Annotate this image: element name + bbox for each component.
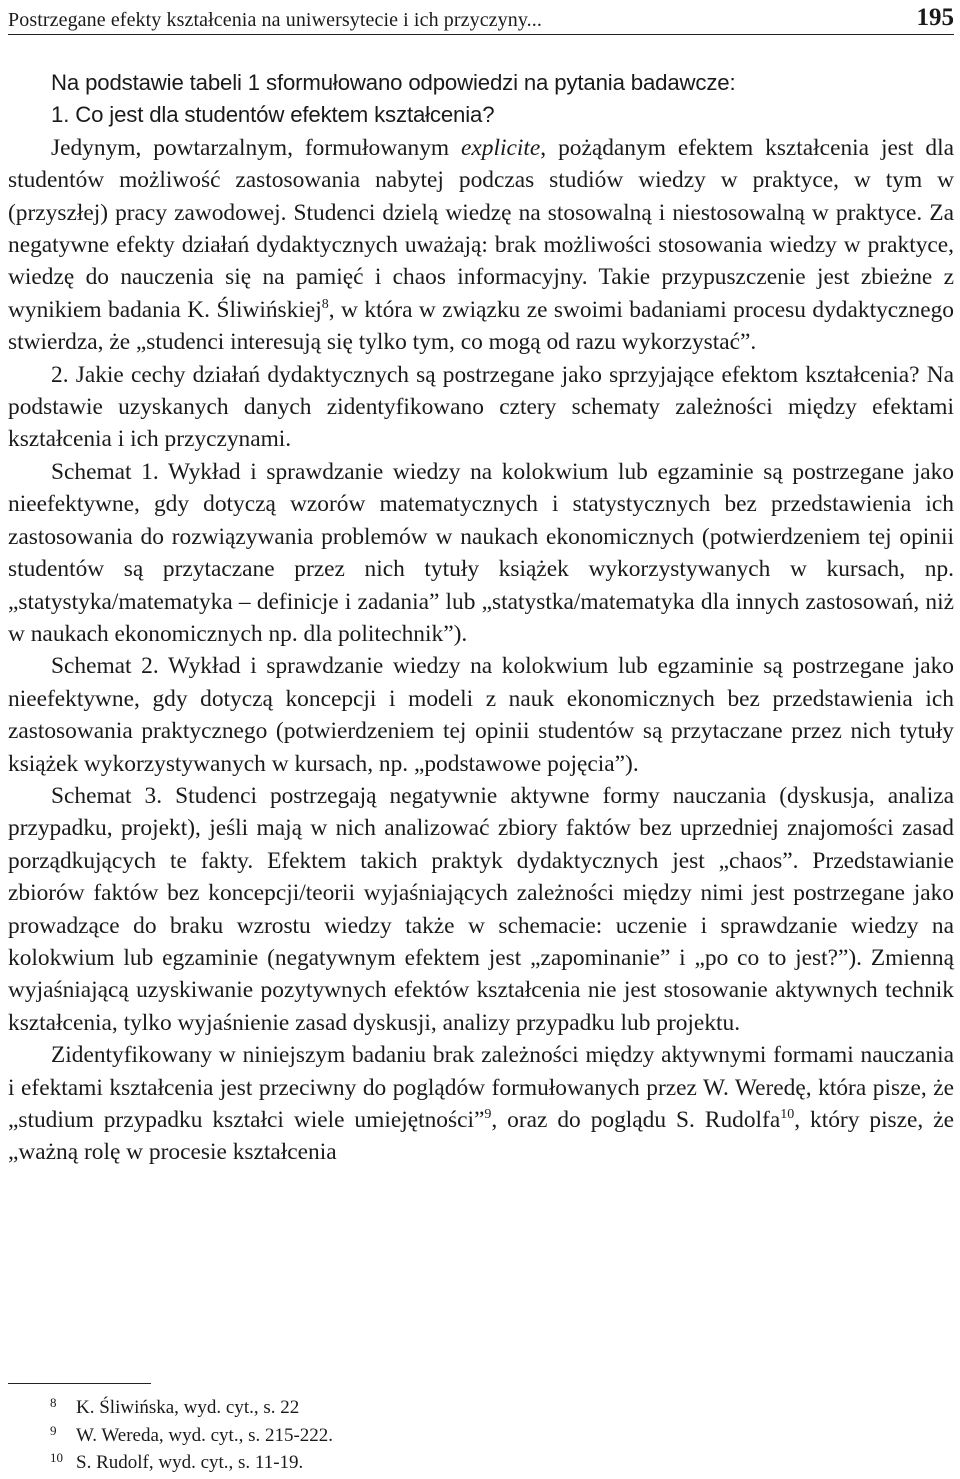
footnote-8 xyxy=(50,1395,333,1423)
answer-2-text: Na podstawie uzyskanych danych zidentyfikowano cztery schematy zależności między efektami kształcenia i ich przyczynami. xyxy=(8,361,954,453)
conclusion-text-b: , oraz do poglądu S. Rudolfa xyxy=(491,1107,781,1133)
schema-3-paragraph: Schemat 3. Studenci postrzegają negatywnie aktywne formy nauczania (dyskusja, analiza przypadku, projekt), jeśli mają w nich analizować zbiory faktów bez uprzedniej znajomości zasad porządkujących te fakty. Efektem takich praktyk dydaktycznych jest „chaos”. Przedstawianie zbiorów faktów bez koncepcji/teorii wyjaśniających zależności między nimi jest postrzegane jako prowadzące do braku wzrostu wiedzy także w schemacie: uczenie i sprawdzanie wiedzy na kolokwium lub egzaminie (negatywnym efektem jest „zapominanie” i „po co to jest?”). Zmienną wyjaśniającą uzyskiwanie pozytywnych efektów kształcenia nie jest stosowanie aktywnych technik kształcenia, tylko wyjaśnienie zasad dyskusji, analizy przypadku lub projektu. xyxy=(8,782,954,1036)
page-number: 195 xyxy=(916,4,954,31)
explicite-term: explicite xyxy=(461,134,541,161)
conclusion-text-a: Zidentyfikowany w niniejszym badaniu brak zależności między aktywnymi formami nauczania i efektami kształcenia jest przeciwny do poglądów formułowanych przez W. Weredę, która pisze, że „studium przypadku kształci wiele umiejętności” xyxy=(8,1042,954,1133)
footnote-ref-9[interactable]: 9 xyxy=(484,1107,492,1122)
answer-1-text-b: , pożądanym efektem kształcenia jest dla studentów możliwość zastosowania nabytej podczas studiów wiedzy w praktyce, w tym w (przyszłej) pracy zawodowej. Studenci dzielą wiedzę na stosowalną i niestosowalną w praktyce. Za negatywne efekty działań dydaktycznych uważają: brak możliwości stosowania wiedzy w praktyce, wiedzę do nauczenia się na pamięć i chaos informacyjny. Takie przypuszczenie jest zbieżne z wynikiem badania K. Śliwińskiej xyxy=(8,134,954,323)
question-1: 1. Co jest dla studentów efektem kształcenia? xyxy=(51,102,495,128)
answer-1-text-c: , w która w związku ze swoimi badaniami procesu dydaktycznego stwierdza, że „studenci interesują się tylko tym, co mogą od razu wykorzystać”. xyxy=(8,296,954,356)
footnote-9 xyxy=(50,1423,333,1451)
footnote-number: 10 xyxy=(50,1450,63,1466)
footnote-ref-8[interactable]: 8 xyxy=(321,296,329,312)
question-2-paragraph xyxy=(8,359,954,456)
footnote-text: W. Wereda, wyd. cyt., s. 215-222. xyxy=(76,1424,334,1446)
footnote-text: S. Rudolf, wyd. cyt., s. 11-19. xyxy=(76,1452,304,1474)
intro-paragraph: Na podstawie tabeli 1 sformułowano odpowiedzi na pytania badawcze: xyxy=(51,70,736,95)
footnote-number: 8 xyxy=(50,1395,57,1410)
question-2: 2. Jakie cechy działań dydaktycznych są postrzegane jako sprzyjające efektom kształcenia? xyxy=(51,361,920,388)
footnote-separator xyxy=(8,1383,151,1384)
footnotes xyxy=(50,1395,333,1478)
answer-1-text-a: Jedynym, powtarzalnym, formułowanym xyxy=(51,134,462,161)
footnote-ref-10[interactable]: 10 xyxy=(780,1107,795,1122)
conclusion-paragraph xyxy=(8,1039,954,1169)
body-text xyxy=(8,67,954,1169)
schema-2-paragraph: Schemat 2. Wykład i sprawdzanie wiedzy na kolokwium lub egzaminie są postrzegane jako nieefektywne, gdy dotyczą koncepcji i modeli z nauk ekonomicznych bez przedstawienia ich zastosowania praktycznego (potwierdzeniem tej opinii studentów są przytaczane przez nich tytuły książek wykorzystywanych w kursach, np. „podstawowe pojęcia”). xyxy=(8,653,954,777)
footnote-number: 9 xyxy=(50,1422,57,1438)
conclusion-text-c: , który pisze, że „ważną rolę w procesie kształcenia xyxy=(8,1107,955,1166)
footnote-text: K. Śliwińska, wyd. cyt., s. 22 xyxy=(76,1397,300,1418)
running-title: Postrzegane efekty kształcenia na uniwersytecie i ich przyczyny... xyxy=(8,9,542,31)
schema-1-paragraph: Schemat 1. Wykład i sprawdzanie wiedzy na kolokwium lub egzaminie są postrzegane jako nieefektywne, gdy dotyczą wzorów matematycznych i statystycznych bez przedstawienia ich zastosowania do rozwiązywania problemów w naukach ekonomicznych (potwierdzeniem tej opinii studentów są przytaczane przez nich tytuły książek wykorzystywanych w kursach, np. „statystyka/matematyka – definicje i zadania” lub „statystka/matematyka dla innych zastosowań, niż w naukach ekonomicznych np. dla politechnik”). xyxy=(8,458,954,647)
footnote-10 xyxy=(50,1450,333,1478)
running-header xyxy=(8,2,954,35)
answer-1-paragraph xyxy=(8,132,954,359)
